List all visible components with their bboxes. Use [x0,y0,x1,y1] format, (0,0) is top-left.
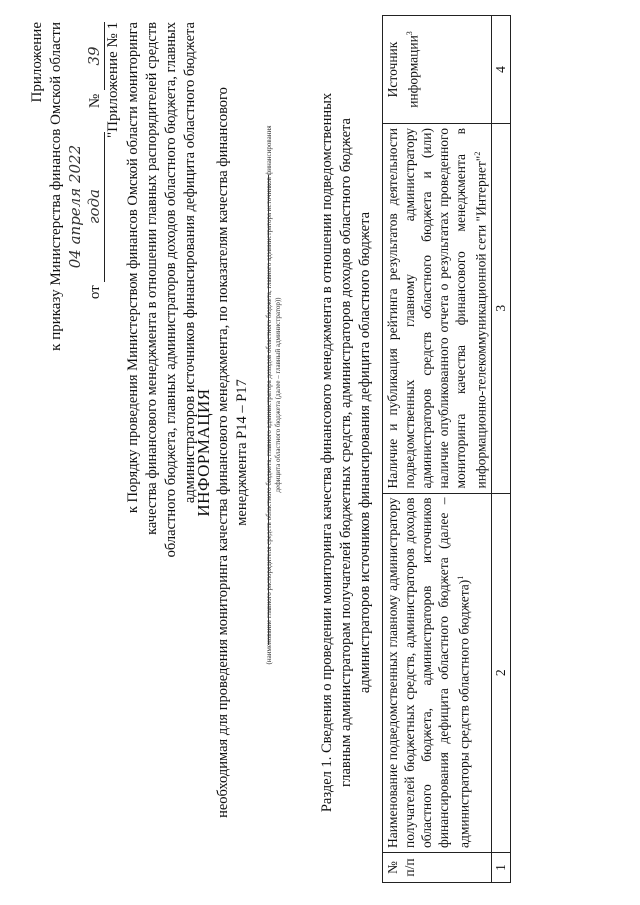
header-source-text: Источник информации [385,35,421,108]
info-table [382,15,511,883]
appendix1-line: к Порядку проведения Министерством финансов Омской области мониторинга [125,22,141,514]
header-rating-text: Наличие и публикация рейтинга результатов деятельности подведомственных главному администратору администраторов средств областного бюджета и (или) наличие опубликованного отчета о результатах проведенного мониторинга качества финансового менеджмента в информационно-телекоммуникационной сети "Интернет" [385,127,489,489]
header-name-text: Наименование подведомственных главному администратору получателей бюджетных средств, администраторов доходов областного бюджета, администраторов источников финансирования дефицита областного бюджета (далее – администраторы средств областного бюджета) [385,497,472,849]
underline-caption-line: дефицита областного бюджета (далее – главный администратор)) [274,297,282,493]
section-heading [318,40,375,865]
info-subtitle [214,40,252,865]
order-line: к приказу Министерства финансов Омской области [48,22,64,351]
appendix1-line: областного бюджета, главных администраторов доходов областного бюджета, главных [163,22,179,558]
appendix1-block [124,22,200,582]
header-cell-name [383,493,492,853]
column-number-cell: 1 [491,853,510,883]
footnote-mark: 1 [456,575,465,580]
date-number-line [66,22,105,442]
appendix1-title: "Приложение № 1 [105,22,121,138]
from-label: от [87,285,103,300]
info-subtitle-line: менеджмента Р14 – Р17 [234,379,250,526]
footnote-mark: 3 [405,31,414,36]
info-title: ИНФОРМАЦИЯ [194,388,213,517]
appendix1-line: качества финансового менеджмента в отношении главных распорядителей средств [144,22,160,535]
underline-caption-line: (наименование главного распорядителя средств областного бюджета, главного администратора доходов областного бюджета, главного администратора источников финансирования [265,125,273,665]
section-line: главным администраторам получателей бюджетных средств, администраторов доходов областного бюджета [338,118,354,787]
header-cell-source [383,16,492,124]
header-cell-number [383,853,492,883]
header-cell-rating [383,123,492,493]
info-subtitle-line: необходимая для проведения мониторинга качества финансового менеджмента, по показателям качества финансового [215,87,231,818]
appendix1-line: администраторов источников финансирования дефицита областного бюджета [182,22,198,504]
underline-caption [265,35,283,755]
handwritten-number: 39 [85,22,105,90]
header-number-line2: п/п [402,858,417,877]
number-label: № [87,93,103,109]
appendix-word: Приложение [29,22,45,103]
handwritten-date: 04 апреля 2022 года [66,132,105,282]
column-number-cell: 4 [491,16,510,124]
table-row [491,16,510,883]
column-number-cell: 2 [491,493,510,853]
footnote-mark: 2 [473,151,482,156]
section-line: администраторов источников финансирования дефицита областного бюджета [357,211,373,694]
column-number-cell: 3 [491,123,510,493]
header-number-line1: № [385,861,400,874]
table-header-row [383,16,492,883]
section-line: Раздел 1. Сведения о проведении мониторинга качества финансового менеджмента в отношении подведомственных [319,92,335,813]
